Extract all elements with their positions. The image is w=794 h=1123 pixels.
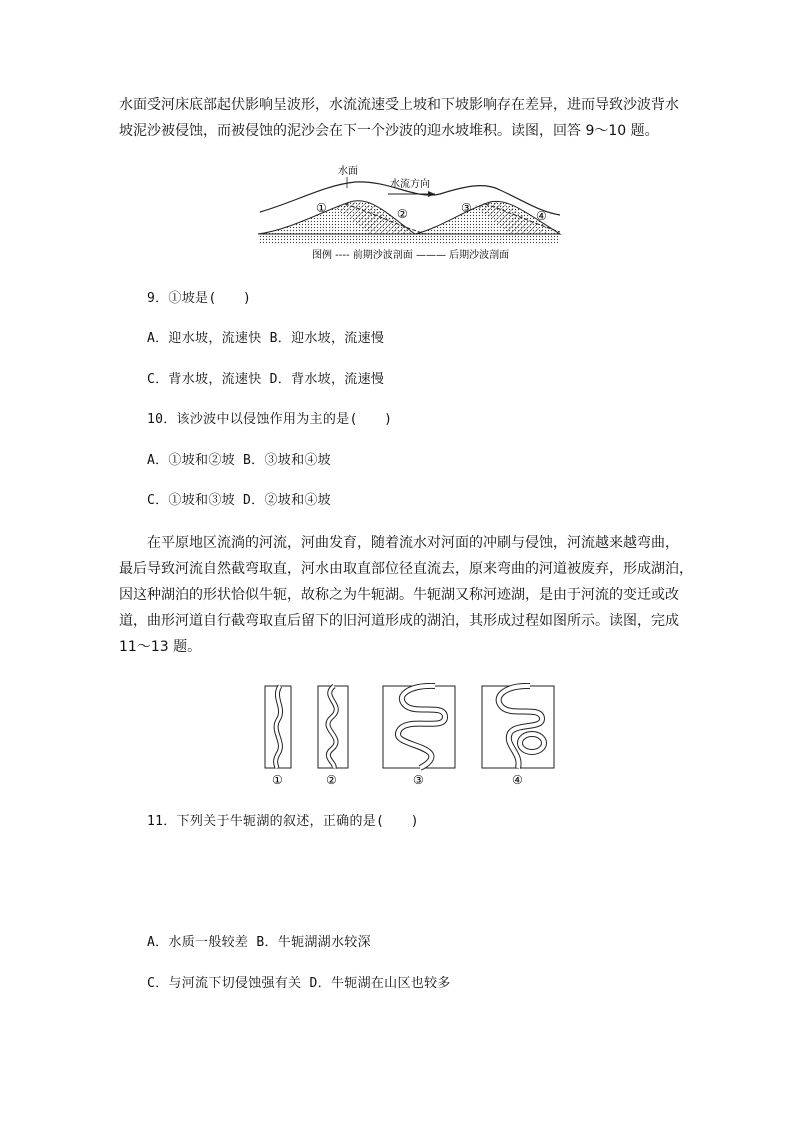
sand-wave-figure [250, 160, 570, 265]
question-9-options-2: C．背水坡，流速快 D．背水坡，流速慢 [147, 372, 385, 387]
water-surface-label: 水面 [338, 166, 358, 177]
intro-1-line-1: 水面受河床底部起伏影响呈波形，水流流速受上坡和下坡影响存在差异，进而导致沙波背水 [119, 97, 679, 113]
panel-frame-3 [383, 686, 455, 768]
panel-label-4: ④ [512, 773, 523, 787]
intro-2-line-2: 最后导致河流自然截弯取直，河水由取直部位径直流去，原来弯曲的河道被废弃，形成湖泊， [119, 561, 693, 577]
question-11-stem: 11．下列关于牛轭湖的叙述，正确的是( ) [147, 814, 419, 829]
slope-label-2: ② [397, 207, 408, 221]
panel-label-3: ③ [413, 773, 424, 787]
intro-2-line-3: 因这种湖泊的形状恰似牛轭，故称之为牛轭湖。牛轭湖又称河迹湖，是由于河流的变迁或改 [119, 587, 679, 603]
slope-label-3: ③ [461, 201, 472, 215]
question-9-options-1: A．迎水坡，流速快 B．迎水坡，流速慢 [147, 331, 385, 346]
question-9-stem: 9．①坡是( ) [147, 291, 252, 306]
flow-direction-label: 水流方向 [390, 179, 430, 190]
question-10-options-1: A．①坡和②坡 B．③坡和④坡 [147, 453, 331, 468]
slope-label-1: ① [316, 201, 327, 215]
intro-1-line-2: 坡泥沙被侵蚀，而被侵蚀的泥沙会在下一个沙波的迎水坡堆积。读图，回答 9～10 题。 [119, 123, 659, 139]
question-10-stem: 10．该沙波中以侵蚀作用为主的是( ) [147, 412, 393, 427]
figure-legend: 图例 ---- 前期沙波剖面 ——— 后期沙波剖面 [312, 250, 510, 261]
intro-paragraph-1 [119, 92, 679, 144]
river-channel-2 [328, 686, 336, 768]
question-10-options-2: C．①坡和③坡 D．②坡和④坡 [147, 493, 331, 508]
intro-paragraph-2 [119, 530, 693, 660]
river-channel-4 [499, 686, 544, 768]
panel-label-2: ② [326, 773, 337, 787]
intro-2-line-1: 在平原地区流淌的河流，河曲发育，随着流水对河面的冲刷与侵蚀，河流越来越弯曲， [119, 535, 679, 551]
slope-label-4: ④ [536, 209, 547, 223]
river-channel-1 [276, 686, 281, 768]
question-11-options-2: C．与河流下切侵蚀强有关 D．牛轭湖在山区也较多 [147, 976, 451, 991]
intro-2-line-4: 道，曲形河道自行截弯取直后留下的旧河道形成的湖泊，其形成过程如图所示。读图，完成 [119, 613, 679, 629]
intro-2-line-5: 11～13 题。 [119, 639, 202, 655]
panel-label-1: ① [272, 773, 283, 787]
oxbow-lake-figure [260, 683, 560, 788]
river-channel-3 [398, 686, 445, 768]
river-bed [258, 234, 560, 244]
question-11-options-1: A．水质一般较差 B．牛轭湖湖水较深 [147, 935, 371, 950]
